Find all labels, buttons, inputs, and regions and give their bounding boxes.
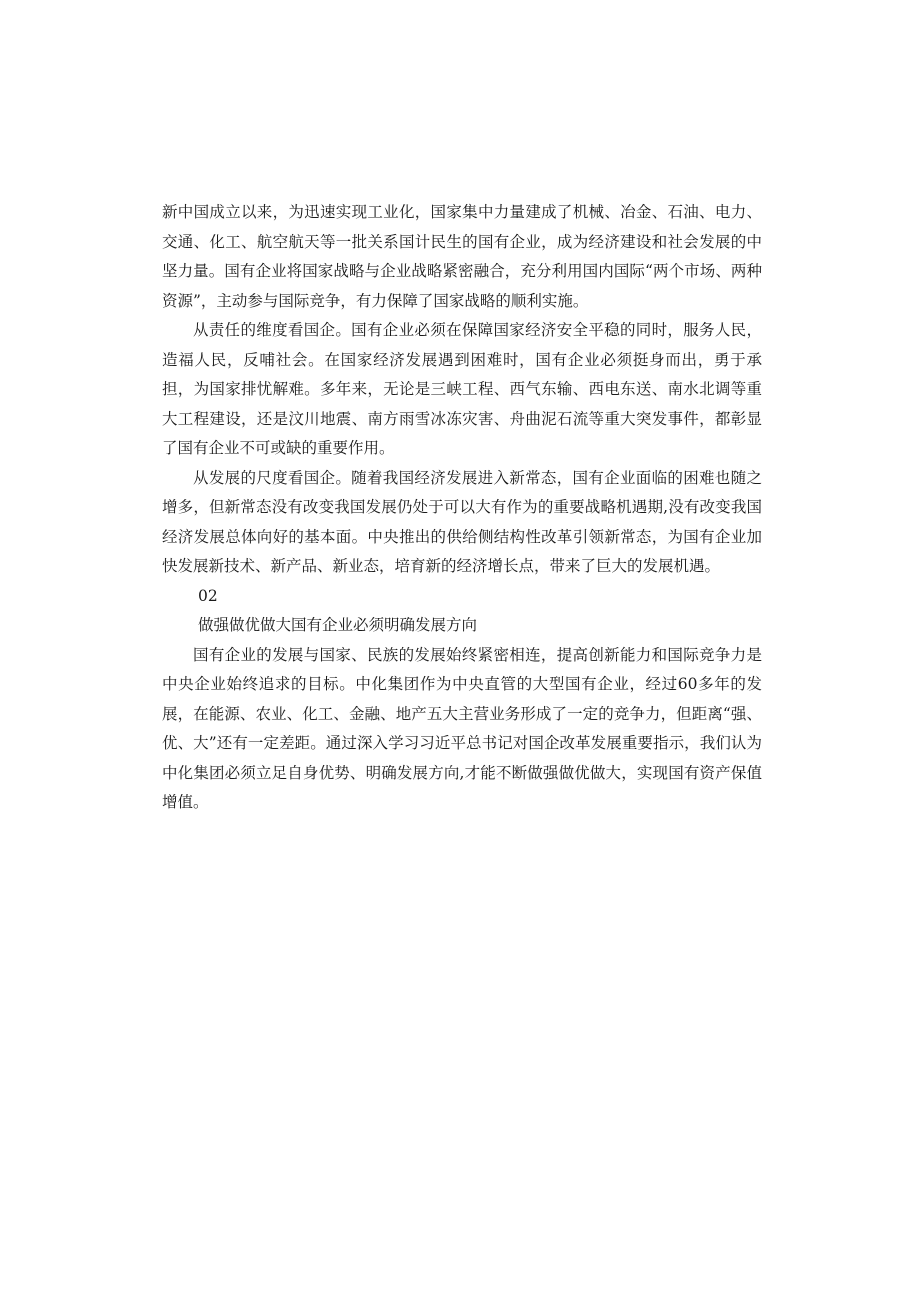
paragraph-development: 从发展的尺度看国企。随着我国经济发展进入新常态，国有企业面临的困难也随之增多，但新常态没有改变我国发展仍处于可以大有作为的重要战略机遇期,没有改变我国经济发展总体向好的基本面。中央推出的供给侧结构性改革引领新常态，为国有企业加快发展新技术、新产品、新业态，培育新的经济增长点，带来了巨大的发展机遇。 [162, 468, 762, 575]
paragraph-responsibility: 从责任的维度看国企。国有企业必须在保障国家经济安全平稳的同时，服务人民，造福人民，反哺社会。在国家经济发展遇到困难时，国有企业必须挺身而出，勇于承担，为国家排忧解难。多年来，无论是三峡工程、西气东输、西电东送、南水北调等重大工程建设，还是汶川地震、南方雨雪冰冻灾害、舟曲泥石流等重大突发事件，都彰显了国有企业不可或缺的重要作用。 [162, 321, 762, 457]
paragraph-direction: 国有企业的发展与国家、民族的发展始终紧密相连，提高创新能力和国际竞争力是中央企业始终追求的目标。中化集团作为中央直管的大型国有企业，经过60多年的发展，在能源、农业、化工、金融、地产五大主营业务形成了一定的竞争力，但距离“强、优、大”还有一定差距。通过深入学习习近平总书记对国企改革发展重要指示，我们认为中化集团必须立足自身优势、明确发展方向,才能不断做强做优做大，实现国有资产保值增值。 [162, 645, 762, 811]
paragraph-intro: 新中国成立以来，为迅速实现工业化，国家集中力量建成了机械、冶金、石油、电力、交通、化工、航空航天等一批关系国计民生的国有企业，成为经济建设和社会发展的中坚力量。国有企业将国家战略与企业战略紧密融合，充分利用国内国际“两个市场、两种资源”，主动参与国际竞争，有力保障了国家战略的顺利实施。 [162, 203, 762, 310]
section-title: 做强做优做大国有企业必须明确发展方向 [198, 616, 478, 634]
document-body [162, 198, 762, 818]
section-number: 02 [198, 586, 218, 605]
